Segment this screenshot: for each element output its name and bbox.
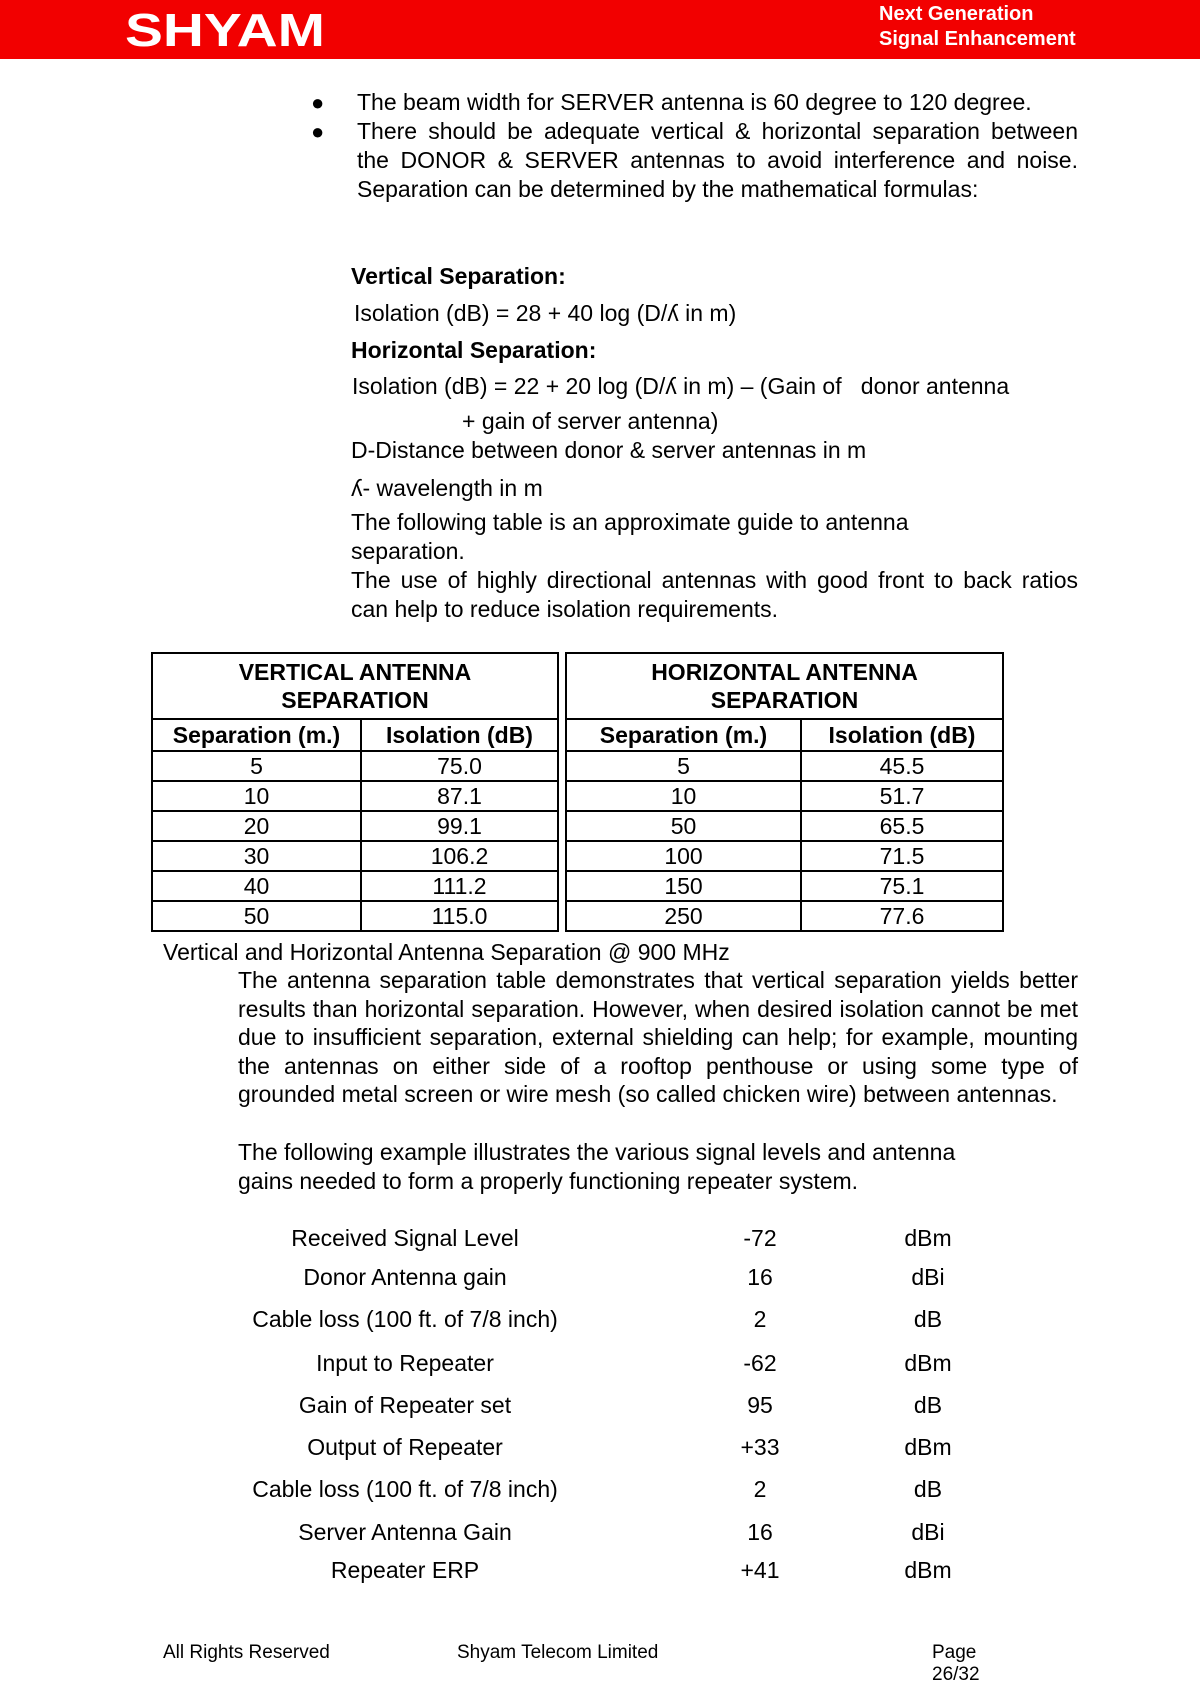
table-divider [558, 901, 566, 931]
footer-page-number: 26/32 [932, 1664, 980, 1685]
table-cell: 111.2 [361, 871, 558, 901]
horizontal-title-line-2: SEPARATION [710, 687, 859, 713]
example-intro-line-1: The following example illustrates the various signal levels and antenna [238, 1139, 956, 1165]
table-divider [558, 841, 566, 871]
definition-wavelength: ʎ- wavelength in m [351, 475, 543, 501]
table-cell: 45.5 [801, 751, 1003, 781]
definition-distance: D-Distance between donor & server antennas in m [351, 437, 867, 463]
gain-value: +41 [740, 1557, 780, 1583]
table-cell: 77.6 [801, 901, 1003, 931]
table-cell: 10 [566, 781, 801, 811]
bullet-text: There should be adequate vertical & horizontal separation between the DONOR & SERVER antennas to avoid interference and noise. Separation can be determined by the mathematical formulas: [357, 118, 1078, 202]
table-row [152, 781, 1003, 811]
table-cell: 40 [152, 871, 361, 901]
table-cell: 250 [566, 901, 801, 931]
bullet-icon: ● [311, 119, 325, 144]
bullet-list [305, 88, 1078, 204]
bullet-item [305, 88, 1078, 117]
gain-unit: dB [913, 1392, 943, 1418]
table-row [152, 871, 1003, 901]
vertical-formula: Isolation (dB) = 28 + 40 log (D/ʎ in m) [354, 300, 737, 326]
gain-value: -62 [743, 1350, 777, 1376]
tagline-line-1: Next Generation [879, 3, 1034, 25]
gain-value: +33 [740, 1434, 780, 1460]
table-divider [558, 871, 566, 901]
table-cell: 115.0 [361, 901, 558, 931]
gain-unit: dBm [904, 1557, 952, 1583]
horizontal-formula-line-2: + gain of server antenna) [462, 408, 719, 434]
gain-value: 95 [747, 1392, 773, 1418]
svg-text:SHYAM: SHYAM [125, 6, 325, 52]
horizontal-separation-heading: Horizontal Separation: [351, 337, 597, 363]
column-header: Isolation (dB) [361, 719, 558, 751]
table-cell: 87.1 [361, 781, 558, 811]
vertical-title-line-1: VERTICAL ANTENNA [238, 659, 472, 685]
bullet-text: The beam width for SERVER antenna is 60 degree to 120 degree. [357, 89, 1032, 115]
table-cell: 150 [566, 871, 801, 901]
gain-value: 2 [753, 1476, 767, 1502]
table-row [152, 901, 1003, 931]
table-divider [558, 781, 566, 811]
horizontal-title-line-1: HORIZONTAL ANTENNA [651, 659, 918, 685]
table-row [152, 811, 1003, 841]
table-caption: Vertical and Horizontal Antenna Separation @ 900 MHz [163, 939, 730, 965]
bullet-item [305, 117, 1078, 204]
table-divider [558, 751, 566, 781]
gain-unit: dBm [904, 1350, 952, 1376]
footer-page [932, 1642, 980, 1686]
header-tagline [879, 2, 1076, 52]
footer-rights: All Rights Reserved [163, 1642, 330, 1663]
gain-value: 2 [753, 1306, 767, 1332]
horizontal-formula-line-1: Isolation (dB) = 22 + 20 log (D/ʎ in m) – (Gain of donor antenna [352, 373, 1010, 399]
column-header: Isolation (dB) [801, 719, 1003, 751]
table-intro-line-2: separation. [351, 538, 465, 564]
table-row [152, 841, 1003, 871]
table-cell: 106.2 [361, 841, 558, 871]
example-intro-line-2: gains needed to form a properly functioning repeater system. [238, 1168, 859, 1194]
tagline-line-2: Signal Enhancement [879, 28, 1076, 50]
table-divider [558, 719, 566, 751]
separation-table [151, 652, 1004, 932]
gain-value: 16 [747, 1264, 773, 1290]
gain-label: Received Signal Level [291, 1225, 519, 1251]
gain-label: Repeater ERP [330, 1557, 480, 1583]
table-divider [558, 653, 566, 719]
table-cell: 75.1 [801, 871, 1003, 901]
table-divider [558, 811, 566, 841]
vertical-separation-heading: Vertical Separation: [351, 263, 566, 289]
shyam-logo [125, 6, 329, 52]
table-cell: 71.5 [801, 841, 1003, 871]
gain-unit: dBm [904, 1225, 952, 1251]
gain-unit: dBi [911, 1264, 945, 1290]
table-row [152, 751, 1003, 781]
gain-unit: dBm [904, 1434, 952, 1460]
vertical-title-cell [152, 653, 558, 719]
gain-unit: dB [913, 1476, 943, 1502]
gain-label: Cable loss (100 ft. of 7/8 inch) [252, 1476, 558, 1502]
table-cell: 100 [566, 841, 801, 871]
gain-value: 16 [747, 1519, 773, 1545]
horizontal-title-cell [566, 653, 1003, 719]
table-intro-line-1: The following table is an approximate guide to antenna [351, 509, 909, 535]
gain-unit: dB [913, 1306, 943, 1332]
gain-unit: dBi [911, 1519, 945, 1545]
column-header: Separation (m.) [152, 719, 361, 751]
footer-page-label: Page [932, 1642, 977, 1663]
gain-label: Server Antenna Gain [298, 1519, 512, 1545]
table-cell: 30 [152, 841, 361, 871]
header-bar [0, 0, 1200, 59]
bullet-icon: ● [311, 90, 325, 115]
table-cell: 5 [152, 751, 361, 781]
directional-antenna-note: The use of highly directional antennas with good front to back ratios can help to reduce isolation requirements. [351, 567, 1078, 622]
table-cell: 50 [566, 811, 801, 841]
table-cell: 20 [152, 811, 361, 841]
table-cell: 5 [566, 751, 801, 781]
footer-company: Shyam Telecom Limited [457, 1642, 659, 1663]
table-cell: 51.7 [801, 781, 1003, 811]
gain-value: -72 [743, 1225, 777, 1251]
gain-label: Gain of Repeater set [298, 1392, 512, 1418]
table-cell: 99.1 [361, 811, 558, 841]
table-cell: 50 [152, 901, 361, 931]
gain-label: Cable loss (100 ft. of 7/8 inch) [252, 1306, 558, 1332]
gain-label: Output of Repeater [307, 1434, 503, 1460]
explanation-paragraph: The antenna separation table demonstrates that vertical separation yields better results than horizontal separation. However, when desired isolation cannot be met due to insufficient separation, external shielding can help; for example, mounting the antennas on either side of a rooftop penthouse or using some type of grounded metal screen or wire mesh (so called chicken wire) between antennas. [238, 967, 1078, 1107]
column-header: Separation (m.) [566, 719, 801, 751]
table-cell: 75.0 [361, 751, 558, 781]
gain-label: Donor Antenna gain [303, 1264, 507, 1290]
vertical-title-line-2: SEPARATION [281, 687, 429, 713]
table-cell: 65.5 [801, 811, 1003, 841]
table-cell: 10 [152, 781, 361, 811]
gain-label: Input to Repeater [316, 1350, 494, 1376]
